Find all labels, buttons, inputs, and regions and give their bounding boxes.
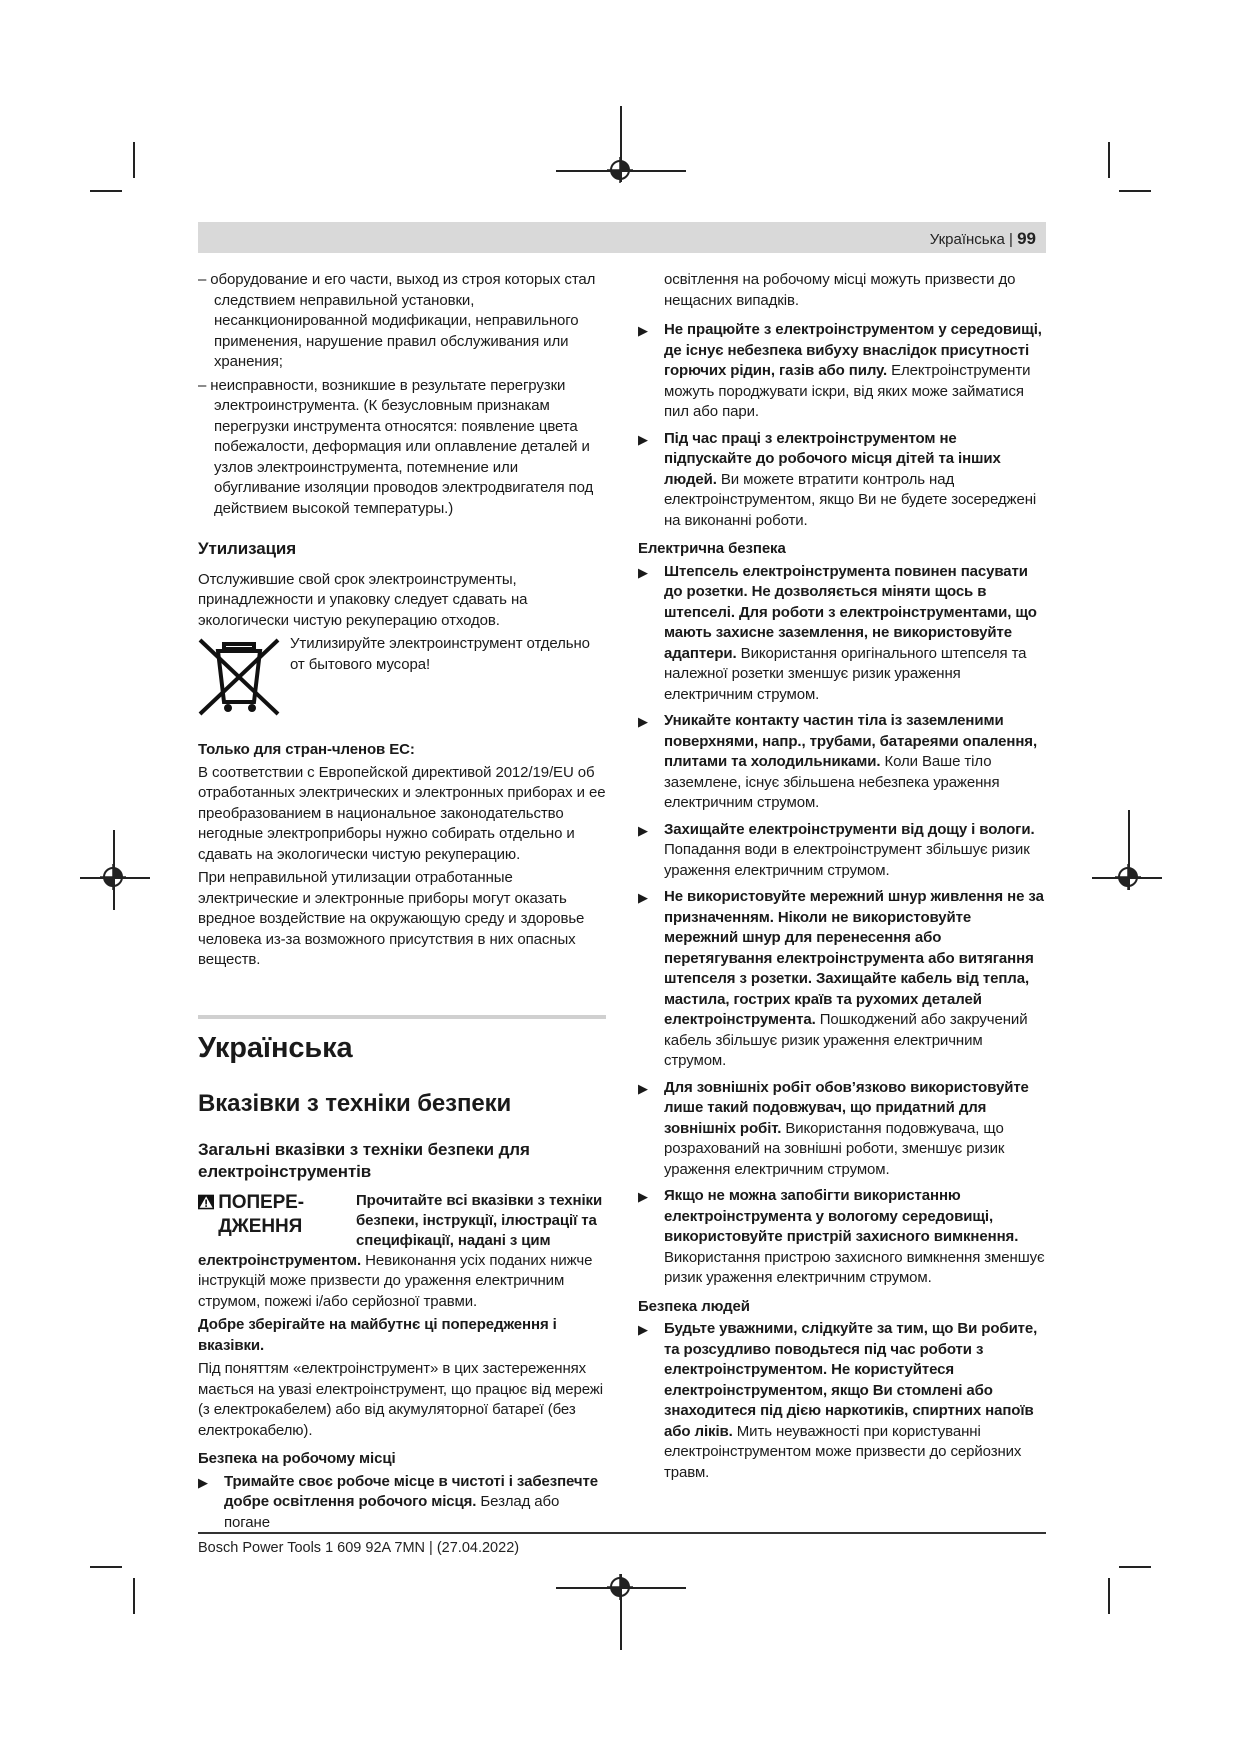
eu-directive-text: В соответствии с Европейской директивой 2012/19/EU об отработанных электрических и электронных приборах и ее преобразованием в национальное законодательство негодные электроприборы нужно собирать отдельно и сдавать на экологически чистую рекуперацию. (198, 763, 606, 863)
bullet-text: Пошкоджений або закручений кабель збільшує ризик ураження електричним струмом. (664, 1011, 1028, 1069)
bullet-triangle-icon: ▶ (638, 714, 648, 729)
general-safety-title: Загальні вказівки з техніки безпеки для електроінструментів (198, 1139, 530, 1181)
crossed-out-bin-icon (198, 634, 280, 718)
footer-divider (198, 1532, 1046, 1534)
bullet-bold-text: Якщо не можна запобігти використанню електроінструмента у вологому середовищі, використовуйте пристрій захисного вимкнення. (664, 1187, 1019, 1245)
warning-triangle-icon (198, 1193, 214, 1211)
safety-bullet (638, 887, 1048, 1072)
language-title: Українська (198, 1031, 353, 1064)
bullet-bold-text: Захищайте електроінструменти від дощу і вологи. (664, 820, 1035, 838)
registration-mark-icon (1115, 864, 1141, 890)
bullet-triangle-icon: ▶ (638, 323, 648, 338)
weee-notice (198, 634, 606, 718)
weee-text: Утилизируйте электроинструмент отдельно от бытового мусора! (290, 635, 590, 673)
workplace-heading: Безпека на робочому місці (198, 1450, 396, 1467)
warning-label-text: ПОПЕРЕ-ДЖЕННЯ (218, 1191, 304, 1237)
safety-bullet (638, 1319, 1048, 1483)
warning-continuation (198, 1251, 606, 1313)
bullet-text: Електроінструменти можуть породжувати іскри, від яких може займатися пил або пари. (664, 362, 1031, 420)
bullet-bold-text: Для зовнішніх робіт обов’язково використовуйте лише такий подовжувач, що придатний для зовнішніх робіт. (664, 1078, 1029, 1137)
bullet-triangle-icon: ▶ (638, 564, 648, 580)
section-divider (198, 1015, 606, 1019)
safety-title: Вказівки з техніки безпеки (198, 1089, 512, 1117)
bullet-triangle-icon: ▶ (638, 431, 648, 447)
safety-bullet (638, 820, 1048, 882)
term-definition: Під поняттям «електроінструмент» в цих застереженнях мається на увазі електроінструмент, що працює від мережі (з електрокабелем) або від акумуляторної батареї (без електрокабелю). (198, 1360, 603, 1439)
bullet-text: Ви можете втратити контроль над електроінструментом, якщо Ви не будете зосереджені на виконанні роботи. (664, 470, 1037, 529)
keep-instructions: Добре зберігайте на майбутнє ці попередження і вказівки. (198, 1316, 557, 1354)
bullet-bold-text: Тримайте своє робоче місце в чистоті і забезпечте добре освітлення робочого місця. (224, 1472, 599, 1510)
safety-bullet (638, 320, 1048, 423)
eu-hazard-text: При неправильной утилизации отработанные электрические и электронные приборы могут оказать вредное воздействие на окружающую среду и здоровье человека из-за возможного присутствия в них опасных веществ. (198, 869, 585, 968)
disposal-heading: Утилизация (198, 539, 297, 558)
bullet-bold-text: Уникайте контакту частин тіла із заземленими поверхнями, напр., трубами, батареями опалення, плитами та холодильниками. (664, 712, 1038, 770)
registration-mark-icon (100, 864, 126, 890)
bullet-text: Використання пристрою захисного вимкнення зменшує ризик ураження електричним струмом. (664, 1248, 1045, 1286)
people-heading: Безпека людей (638, 1297, 750, 1315)
warning-label (198, 1191, 356, 1251)
warning-continuation-bold: електроінструментом. (198, 1251, 362, 1269)
warning-read-instructions: Прочитайте всі вказівки з техніки безпеки, інструкції, ілюстрації та специфікації, надані з цим (356, 1191, 603, 1249)
safety-bullet (638, 711, 1048, 814)
bullet-triangle-icon: ▶ (198, 1474, 208, 1490)
bullet-bold-text: Не використовуйте мережний шнур живлення не за призначенням. Ніколи не використовуйте мережний шнур для перенесення або перетягування електроінструмента або витягання штепселя з розетки. Захищайте кабель від тепла, мастила, гострих країв та рухомих деталей електроінструмента. (664, 888, 1044, 1028)
right-column (638, 270, 1048, 1489)
safety-bullet (638, 562, 1048, 706)
disposal-text: Отслужившие свой срок электроинструменты, принадлежности и упаковку следует сдавать на экологически чистую рекуперацию отходов. (198, 570, 528, 629)
bullet-triangle-icon: ▶ (638, 1322, 648, 1337)
bullet-text: Використання оригінального штепселя та належної розетки зменшує ризик ураження електричним струмом. (664, 644, 1027, 703)
header-language: Українська (929, 231, 1005, 248)
safety-bullet (198, 1472, 606, 1534)
bullet-bold-text: Штепсель електроінструмента повинен пасувати до розетки. Не дозволяється міняти щось в штепселі. Для роботи з електроінструментами, що мають захисне заземлення, не використовуйте адаптери. (664, 562, 1037, 662)
eu-heading: Только для стран-членов ЕС: (198, 741, 415, 758)
bullet-text: Використання подовжувача, що розрахований на зовнішні роботи, зменшує ризик ураження електричним струмом. (664, 1119, 1005, 1178)
bullet-triangle-icon: ▶ (638, 890, 648, 905)
warranty-exclusion-item: – неисправности, возникшие в результате перегрузки электроинструмента. (К безусловным признакам перегрузки инструмента относятся: появление цвета побежалости, деформация или оплавление деталей и узлов электроинструмента, потемнение или обугливание изоляции проводов электродвигателя под действием высокой температуры.) (198, 376, 594, 517)
registration-mark-icon (607, 157, 633, 183)
bullet-bold-text: Під час праці з електроінструментом не підпускайте до робочого місця дітей та інших людей. (664, 429, 1001, 488)
safety-bullet (638, 1186, 1048, 1289)
electrical-heading: Електрична безпека (638, 540, 786, 557)
page-header (198, 222, 1046, 253)
left-column (198, 270, 606, 1539)
warranty-exclusion-item: – оборудование и его части, выход из строя которых стал следствием неправильной установки, несанкционированной модификации, неправильного применения, нарушение правил обслуживания или хранения; (198, 271, 596, 370)
header-separator: | (1009, 231, 1013, 248)
bullet-triangle-icon: ▶ (638, 1080, 648, 1096)
page-number: 99 (1017, 229, 1036, 248)
bullet-bold-text: Будьте уважними, слідкуйте за тим, що Ви робите, та розсудливо поводьтеся під час роботи з електроінструментом. Не користуйтеся електроінструментом, якщо Ви стомлені або знаходитеся під дією наркотиків, спиртних напоїв або ліків. (664, 1320, 1038, 1440)
safety-bullet (638, 429, 1048, 532)
footer-text: Bosch Power Tools 1 609 92A 7MN | (27.04.2022) (198, 1540, 520, 1556)
warning-block (198, 1191, 606, 1251)
bullet-triangle-icon: ▶ (638, 1189, 648, 1204)
bullet-text: Коли Ваше тіло заземлене, існує збільшена небезпека ураження електричним струмом. (664, 753, 1000, 811)
warning-continuation-text: Невиконання усіх поданих нижче інструкцій може призвести до ураження електричним струмом, пожежі і/або серйозної травми. (198, 1251, 593, 1310)
safety-bullet (638, 1078, 1048, 1181)
bullet-text: Безлад або погане (224, 1493, 560, 1531)
registration-mark-icon (607, 1574, 633, 1600)
bullet-triangle-icon: ▶ (638, 822, 648, 838)
header-label (930, 229, 1036, 249)
bullet-bold-text: Не працюйте з електроінструментом у середовищі, де існує небезпека вибуху внаслідок присутності горючих рідин, газів або пилу. (664, 321, 1042, 379)
bullet-text: Попадання води в електроінструмент збільшує ризик ураження електричним струмом. (664, 841, 1030, 879)
bullet-text: Мить неуважності при користуванні електроінструментом може призвести до серйозних травм. (664, 1422, 1022, 1481)
continued-text: освітлення на робочому місці можуть призвести до нещасних випадків. (664, 271, 1016, 309)
